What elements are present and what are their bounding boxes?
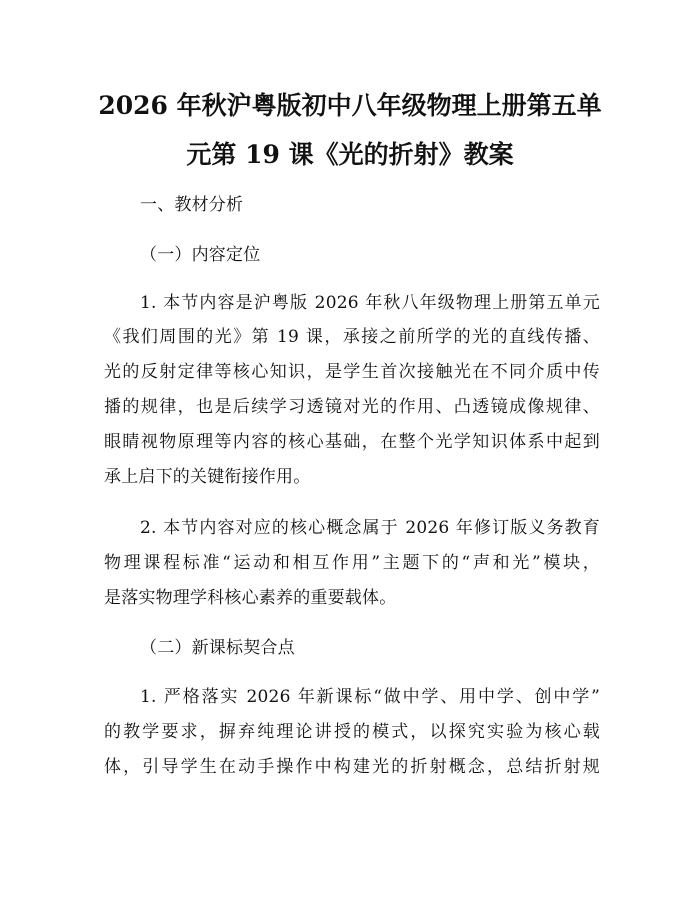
paragraph-1-line: 承上启下的关键衔接作用。 [104, 467, 311, 487]
paragraph-3-line: 的教学要求，摒弃纯理论讲授的模式，以探究实验为核心载 [104, 722, 600, 742]
paragraph-1-line: 光的反射定律等核心知识，是学生首次接触光在不同介质中传 [104, 362, 600, 382]
paragraph-1-line: 眼睛视物原理等内容的核心基础，在整个光学知识体系中起到 [104, 432, 600, 452]
paragraph-2-line: 2. 本节内容对应的核心概念属于 2026 年修订版义务教育 [140, 518, 600, 538]
paragraph-1-line: 《我们周围的光》第 19 课，承接之前所学的光的直线传播、 [104, 327, 600, 347]
subsection-heading-curriculum-alignment: （二）新课标契合点 [140, 638, 295, 658]
paragraph-2-line: 是落实物理学科核心素养的重要载体。 [104, 588, 397, 608]
paragraph-3-line: 1. 严格落实 2026 年新课标“做中学、用中学、创中学” [140, 687, 600, 707]
document-title-line-2: 元第 19 课《光的折射》教案 [186, 140, 514, 169]
document-title-line-1: 2026 年秋沪粤版初中八年级物理上册第五单 [98, 91, 602, 120]
paragraph-1-line: 播的规律，也是后续学习透镜对光的作用、凸透镜成像规律、 [104, 397, 600, 417]
paragraph-1-line: 1. 本节内容是沪粤版 2026 年秋八年级物理上册第五单元 [140, 293, 600, 313]
subsection-heading-content-positioning: （一）内容定位 [140, 245, 261, 265]
paragraph-3-line: 体，引导学生在动手操作中构建光的折射概念，总结折射规 [104, 757, 600, 777]
section-heading-teaching-material-analysis: 一、教材分析 [140, 195, 244, 215]
paragraph-2-line: 物理课程标准“运动和相互作用”主题下的“声和光”模块， [104, 553, 600, 573]
